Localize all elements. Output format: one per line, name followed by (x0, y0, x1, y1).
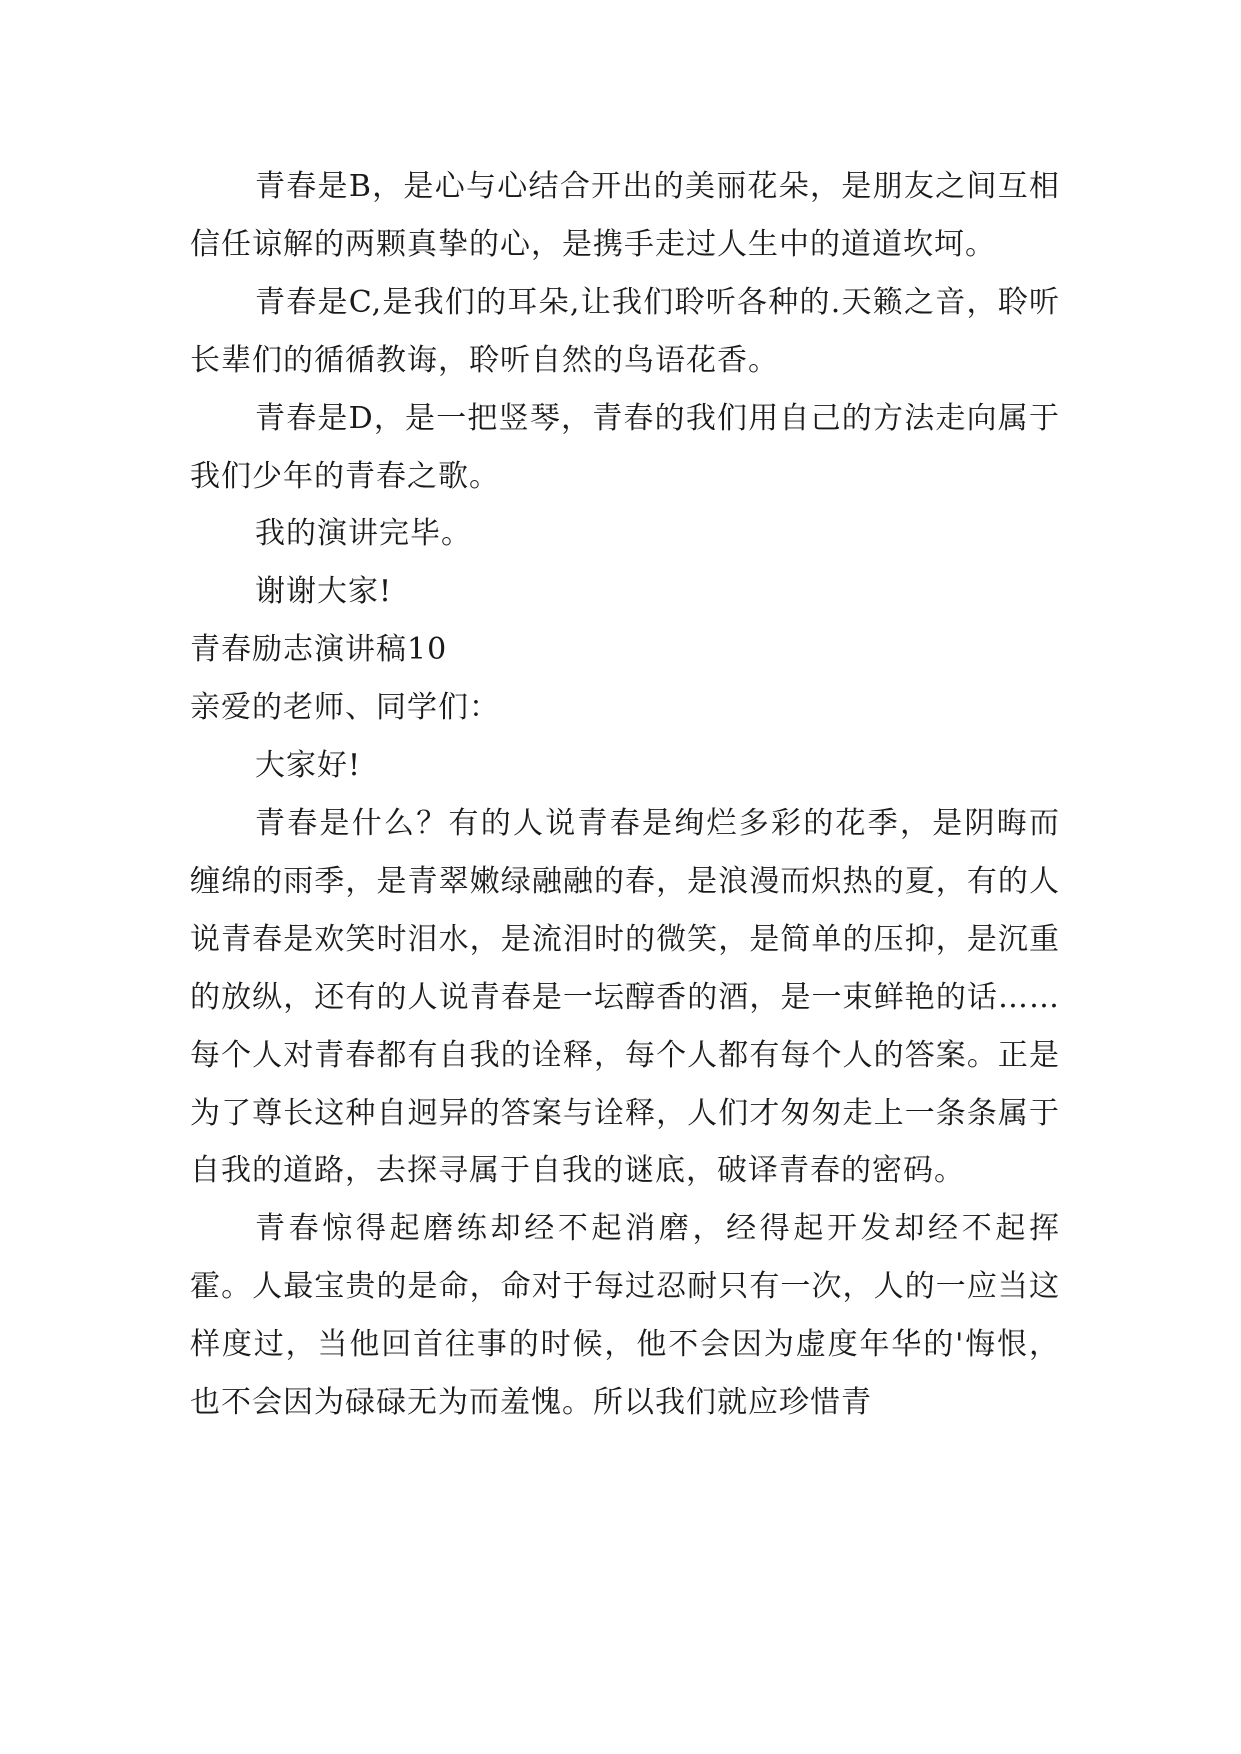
paragraph-what-is-youth: 青春是什么？有的人说青春是绚烂多彩的花季，是阴晦而缠绵的雨季，是青翠嫩绿融融的春，是浪漫而炽热的夏，有的人说青春是欢笑时泪水，是流泪时的微笑，是简单的压抑，是沉重的放纵，还有的人说青春是一坛醇香的酒，是一束鲜艳的话……每个人对青春都有自我的诠释，每个人都有每个人的答案。正是为了尊长这种自迥异的答案与诠释，人们才匆匆走上一条条属于自我的道路，去探寻属于自我的谜底，破译青春的密码。 (190, 805, 1060, 1189)
salutation: 亲爱的老师、同学们： (190, 690, 500, 726)
paragraph-speech-end: 我的演讲完毕。 (255, 516, 472, 552)
greeting: 大家好! (255, 748, 362, 784)
section-heading: 青春励志演讲稿10 (190, 632, 448, 668)
paragraph-youth-c: 青春是C,是我们的耳朵,让我们聆听各种的.天籁之音，聆听长辈们的循循教诲，聆听自然的鸟语花香。 (190, 284, 1060, 378)
paragraph-thanks: 谢谢大家! (255, 574, 393, 610)
paragraph-youth-d: 青春是D，是一把竖琴，青春的我们用自己的方法走向属于我们少年的青春之歌。 (190, 400, 1060, 494)
paragraph-youth-b: 青春是B，是心与心结合开出的美丽花朵，是朋友之间互相信任谅解的两颗真挚的心，是携手走过人生中的道道坎坷。 (190, 169, 1060, 262)
document-body (190, 158, 1060, 1432)
paragraph-cherish-youth: 青春惊得起磨练却经不起消磨，经得起开发却经不起挥霍。人最宝贵的是命，命对于每过忍耐只有一次，人的一应当这样度过，当他回首往事的时候，他不会因为虚度年华的'悔恨，也不会因为碌碌无为而羞愧。所以我们就应珍惜青 (190, 1211, 1060, 1421)
